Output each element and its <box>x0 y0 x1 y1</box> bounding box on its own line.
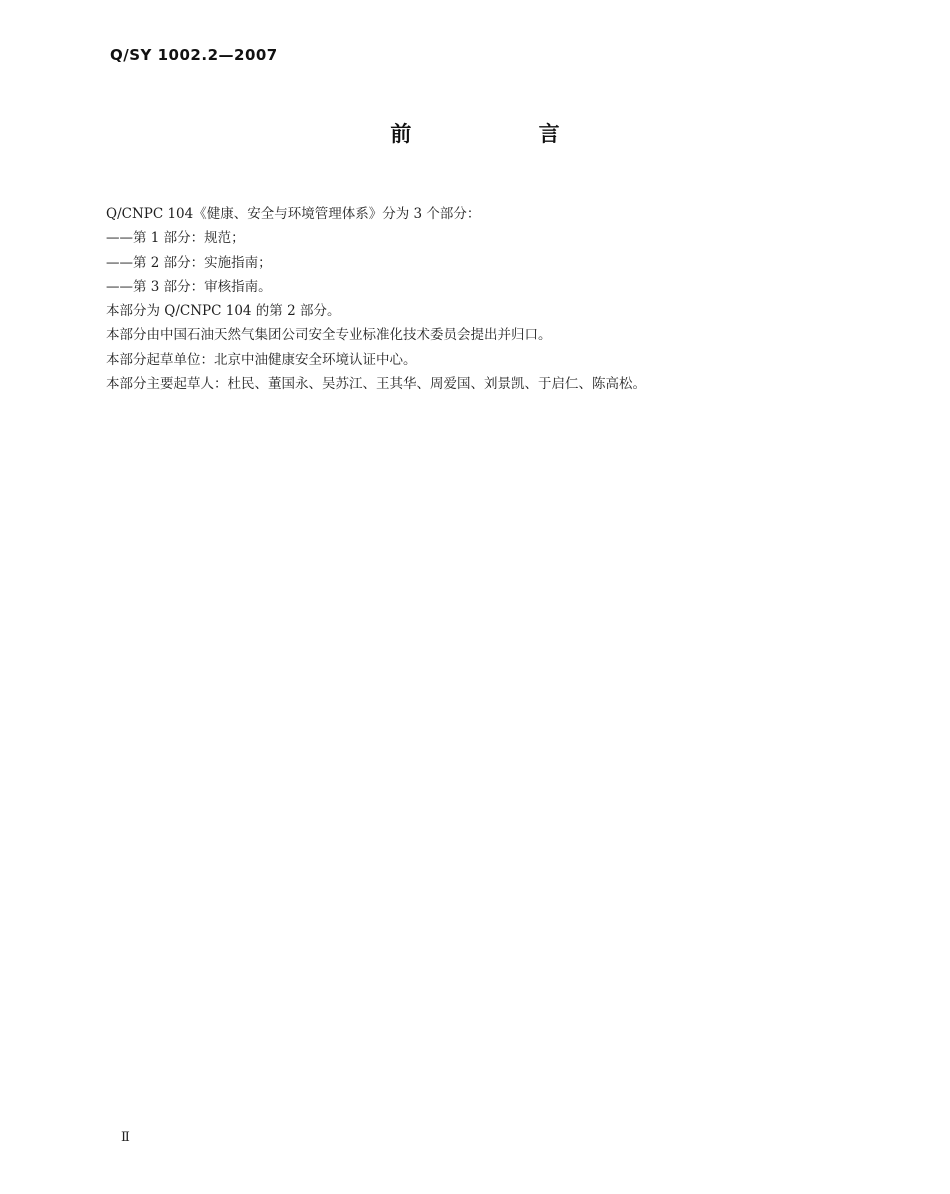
page-title: 前 言 <box>390 122 620 146</box>
foreword-line: 本部分起草单位：北京中油健康安全环境认证中心。 <box>106 351 417 368</box>
foreword-line: Q/CNPC 104《健康、安全与环境管理体系》分为 3 个部分： <box>106 206 481 222</box>
foreword-line: 本部分主要起草人：杜民、董国永、吴苏江、王其华、周爱国、刘景凯、于启仁、陈高松。 <box>106 376 646 393</box>
document-code: Q/SY 1002.2—2007 <box>110 46 278 64</box>
page-number: Ⅱ <box>121 1130 130 1145</box>
foreword-body <box>106 202 886 396</box>
foreword-line: 本部分由中国石油天然气集团公司安全专业标准化技术委员会提出并归口。 <box>106 327 552 344</box>
foreword-line: 本部分为 Q/CNPC 104 的第 2 部分。 <box>106 303 341 320</box>
foreword-line: ——第 3 部分：审核指南。 <box>106 278 272 295</box>
foreword-line: ——第 2 部分：实施指南； <box>106 254 272 271</box>
foreword-line: ——第 1 部分：规范； <box>106 230 245 247</box>
